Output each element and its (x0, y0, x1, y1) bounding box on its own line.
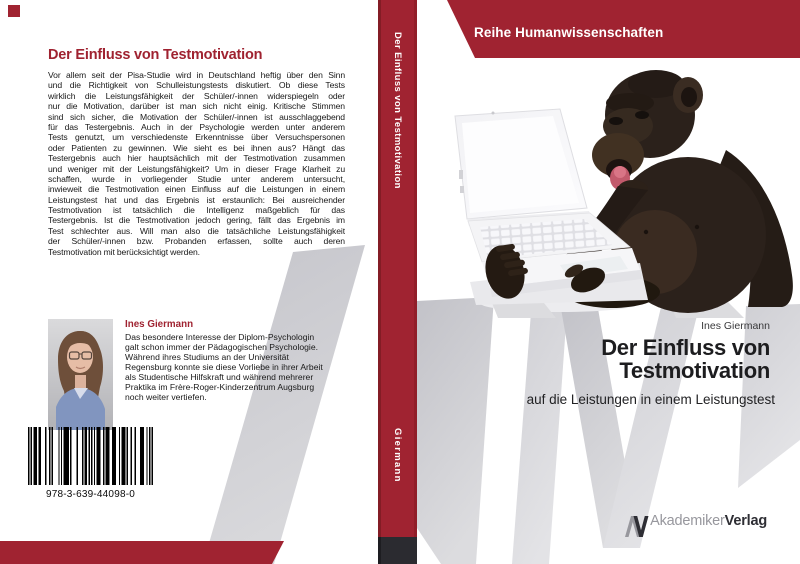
barcode (28, 427, 153, 485)
spine-title: Der Einfluss von Testmotivation (392, 32, 403, 189)
author-bio (125, 333, 365, 403)
front-subtitle: auf die Leistungen in einem Leistungstest (526, 392, 775, 407)
barcode-svg (28, 427, 153, 485)
back-body-line: Tests genutzt, um verschiedenste Erkenntnisse über Versuchspersonen (48, 132, 345, 143)
back-body-line: Testergebnis auch hier hauptsächlich mit der Testmotivation zusammen (48, 153, 345, 164)
corner-mark (8, 5, 20, 17)
author-bio-line: galt schon immer der Pädagogischen Psychologie. (125, 341, 318, 352)
back-body-line: und weniger mit der Leistungsfähigkeit? Um in dieser Frage Klarheit zu (48, 163, 345, 174)
back-body-line: Testmotivation mit berücksichtigt werden. (48, 246, 200, 257)
front-title-line-2: Testmotivation (619, 358, 770, 383)
author-bio-line: Während ihres Studiums an der Universität (125, 351, 289, 362)
author-bio-line: als Studentische Hilfskraft und während mehrerer (125, 371, 314, 382)
back-body-line: inwieweit die Testmotivation einen Einfluss auf die Leistungen in einem (48, 184, 345, 195)
author-name: Ines Giermann (125, 319, 194, 330)
back-body-line: schaffen, wurde in vorliegender Studie unter anderem untersucht, (48, 173, 345, 184)
publisher-name-bold: Verlag (724, 513, 767, 529)
author-bio-line: Regensburg konnte sie diese Vorliebe in ihrer Arbeit (125, 361, 323, 372)
back-body-line: Test schlechter aus. Will man also die tatsächliche Leistungsfähigkeit (48, 225, 345, 236)
back-body-line: und die Richtigkeit von Schulleistungstests diskutiert. Ob diese Tests (48, 80, 345, 91)
back-body-line: Leistungstest hat und das Ergebnis ist erstaunlich: Bei ausreichender (48, 194, 345, 205)
author-bio-line: Das besondere Interesse der Diplom-Psychologin (125, 332, 315, 342)
front-title-line-1: Der Einfluss von (601, 335, 770, 360)
back-body-line: der Schüler/-innen bzw. Probanden erfassen, sollte auch deren (48, 236, 345, 247)
chimpanzee-reading-laptop-photo (455, 70, 793, 318)
back-body-line: nur die Motivation, darüber ist man sich nicht einig. Kritische Stimmen (48, 101, 345, 112)
back-body-line: oder Patienten zu gewinnen. Wie sieht es bei ihnen aus? Hängt das (48, 142, 345, 153)
isbn-number: 978-3-639-44098-0 (45, 489, 136, 500)
back-body-line: wirklich die Leistungsfähigkeit der Schüler/-innen widerspiegeln oder (48, 90, 345, 101)
back-body-line: sind sich sicher, die Motivation der Schüler/-innen ist ausschlaggebend (48, 111, 345, 122)
back-body-line: Vor allem seit der Pisa-Studie wird in Deutschland heftig über den Sinn (48, 70, 345, 80)
back-bottom-band (0, 541, 284, 564)
spine-author: Giermann (392, 428, 403, 483)
series-title: Reihe Humanwissenschaften (474, 25, 664, 40)
author-bio-line: Praktika im Frère-Roger-Kinderzentrum Augsburg (125, 381, 315, 392)
spine-foot-block (378, 537, 417, 564)
back-body-line: Testmotivation ist tatsächlich die Intelligenz maßgeblich für das (48, 205, 345, 216)
publisher-name (650, 513, 767, 529)
author-bio-line: noch weiter vertiefen. (125, 391, 207, 402)
front-title (601, 336, 770, 382)
publisher-logo (650, 513, 767, 529)
author-portrait-photo (48, 319, 113, 430)
back-body-line: für das Testergebnis. Auch in der Psychologie werden unter anderem (48, 121, 345, 132)
back-body-line: Testergebnis. Ist die Testmotivation jedoch gering, fällt das Ergebnis im (48, 215, 345, 226)
back-body-text (48, 70, 345, 257)
front-author: Ines Giermann (701, 320, 770, 332)
publisher-name-light: Akademiker (650, 513, 725, 529)
back-watermark-stripe (203, 245, 365, 564)
back-title: Der Einfluss von Testmotivation (48, 47, 263, 63)
